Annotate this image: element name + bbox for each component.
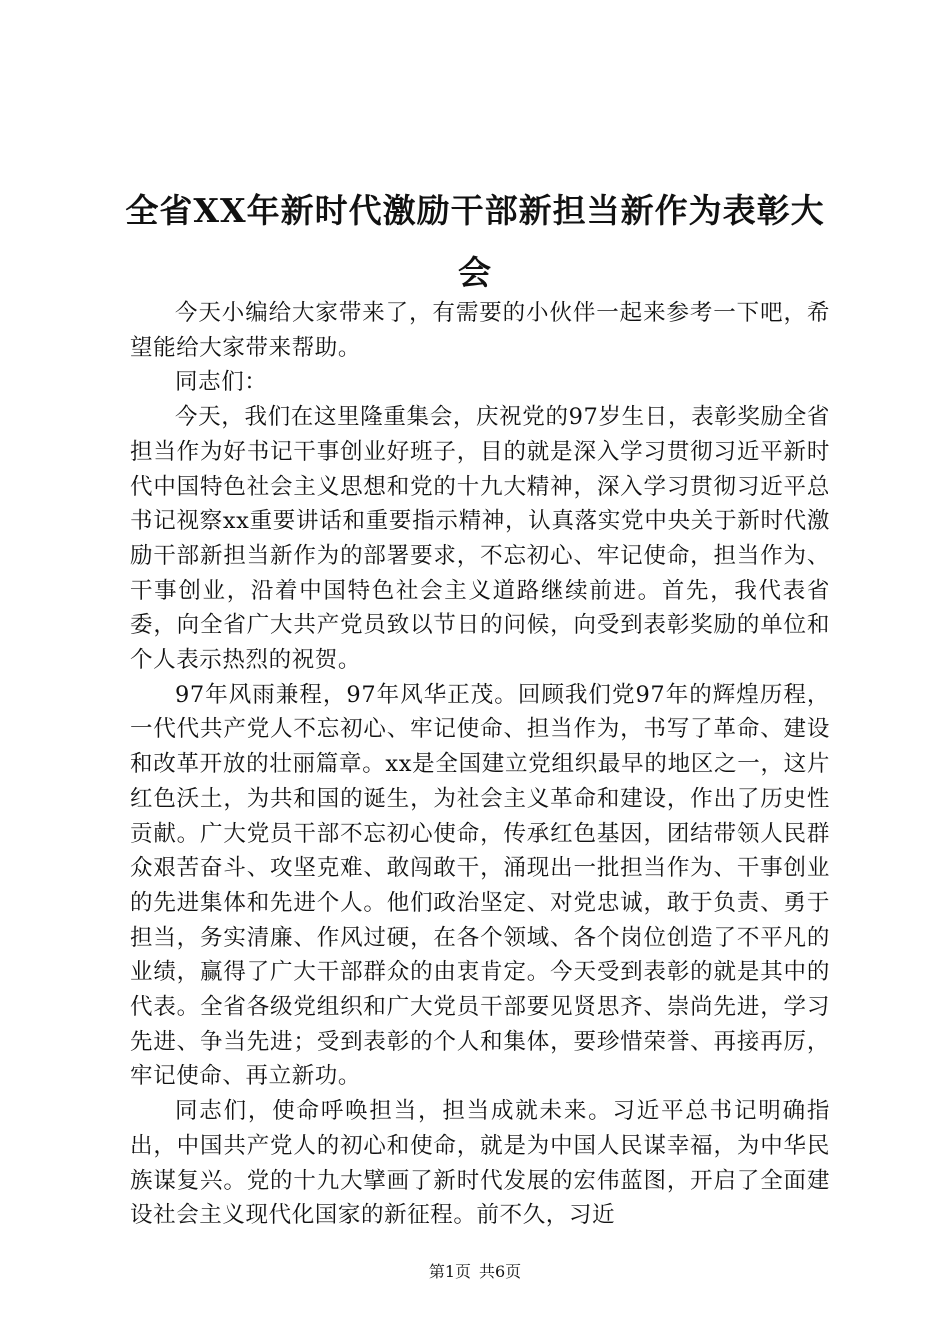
body-paragraph: 97年风雨兼程，97年风华正茂。回顾我们党97年的辉煌历程，一代代共产党人不忘初心、牢记使命、担当作为，书写了革命、建设和改革开放的壮丽篇章。xx是全国建立党组织最早的地区之一，这片红色沃土，为共和国的诞生，为社会主义革命和建设，作出了历史性贡献。广大党员干部不忘初心使命，传承红色基因，团结带领人民群众艰苦奋斗、攻坚克难、敢闯敢干，涌现出一批担当作为、干事创业的先进集体和先进个人。他们政治坚定、对党忠诚，敢于负责、勇于担当，务实清廉、作风过硬，在各个领域、各个岗位创造了不平凡的业绩，赢得了广大干部群众的由衷肯定。今天受到表彰的就是其中的代表。全省各级党组织和广大党员干部要见贤思齐、崇尚先进，学习先进、争当先进；受到表彰的个人和集体，要珍惜荣誉、再接再厉，牢记使命、再立新功。: [130, 681, 830, 1090]
page-number: 第1页: [428, 1262, 471, 1281]
body-paragraph: 今天，我们在这里隆重集会，庆祝党的97岁生日，表彰奖励全省担当作为好书记干事创业好班子，目的就是深入学习贯彻习近平新时代中国特色社会主义思想和党的十九大精神，深入学习贯彻习近平总书记视察xx重要讲话和重要指示精神，认真落实党中央关于新时代激励干部新担当新作为的部署要求，不忘初心、牢记使命，担当作为、干事创业，沿着中国特色社会主义道路继续前进。首先，我代表省委，向全省广大共产党员致以节日的问候，向受到表彰奖励的单位和个人表示热烈的祝贺。: [130, 404, 830, 674]
page-total: 共6页: [479, 1262, 522, 1281]
salutation-paragraph: 同志们：: [175, 369, 268, 396]
page-footer: [0, 1262, 950, 1282]
body-paragraph: 同志们，使命呼唤担当，担当成就未来。习近平总书记明确指出，中国共产党人的初心和使命，就是为中国人民谋幸福，为中华民族谋复兴。党的十九大擘画了新时代发展的宏伟蓝图，开启了全面建设社会主义现代化国家的新征程。前不久，习近: [130, 1098, 830, 1229]
document-body: [130, 296, 830, 1233]
document-title: 全省XX年新时代激励干部新担当新作为表彰大会: [125, 191, 825, 292]
intro-paragraph: 今天小编给大家带来了，有需要的小伙伴一起来参考一下吧，希望能给大家带来帮助。: [130, 300, 830, 361]
